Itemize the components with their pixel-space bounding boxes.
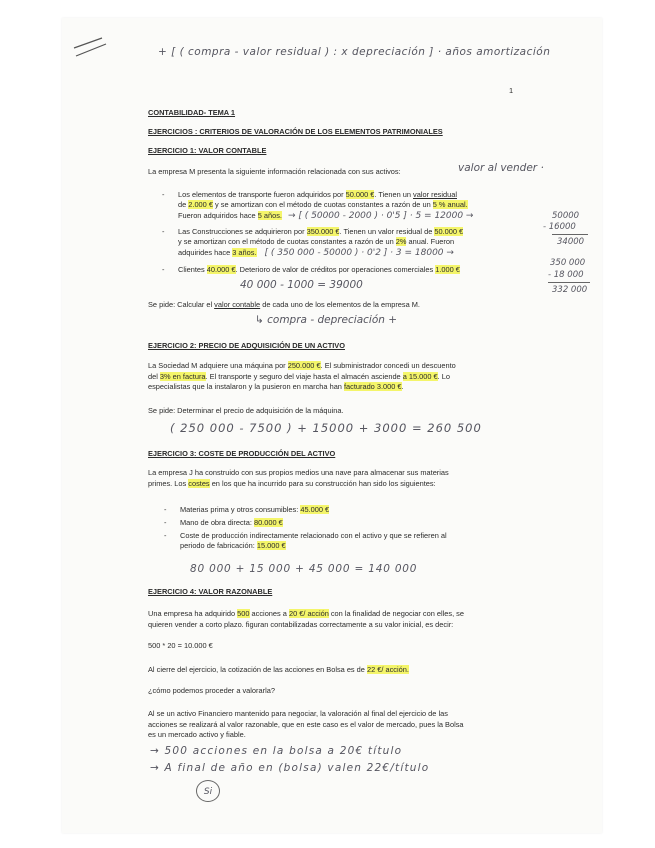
ej3-heading: EJERCICIO 3: COSTE DE PRODUCCIÓN DEL ACTIVO [148,449,336,458]
ej3-body: La empresa J ha construido con sus propios medios una nave para almacenar sus materias primes. Los costes en los que ha incurrido para su construcción han sido los siguientes: [148,468,449,488]
slash-marks [72,36,108,58]
handwritten-formula: + [ ( compra - valor residual ) : x depreciación ] · años amortización [158,46,551,58]
ej1-heading: EJERCICIO 1: VALOR CONTABLE [148,146,267,155]
ej1-bullet-transporte: - Los elementos de transporte fueron adquiridos por 50.000 €. Tienen un valor residual de 2.000 € y se amortizan con el método de cuotas constantes a razón de un 5 % anual. Fueron adquiridos hace 5 años. → [ ( 50000 - 2000 ) · 0'5 ] · 5 = 12000 → [162,190,474,221]
handwritten-calc-ej2: ( 250 000 - 7500 ) + 15000 + 3000 = 260 500 [170,421,482,435]
handwritten-calc-3: 34000 [557,237,585,247]
page-subtitle: EJERCICIOS : CRITERIOS DE VALORACIÓN DE LOS ELEMENTOS PATRIMONIALES [148,127,443,136]
handwritten-note-ej4-1: → 500 acciones en la bolsa a 20€ título [150,745,403,757]
ej2-heading: EJERCICIO 2: PRECIO DE ADQUISICIÓN DE UN ACTIVO [148,341,345,350]
ej2-ask: Se pide: Determinar el precio de adquisición de la máquina. [148,406,344,415]
handwritten-calc-2: - 16000 [543,222,576,232]
page-title: CONTABILIDAD- TEMA 1 [148,108,236,117]
ej4-calc: 500 * 20 = 10.000 € [148,641,213,650]
ej3-item-materias: - Materias prima y otros consumibles: 45.000 € [164,505,330,514]
handwritten-calc-6: 332 000 [552,285,588,295]
handwritten-calc-construcciones: [ ( 350 000 - 50000 ) · 0'2 ] · 3 = 18000 → [264,247,454,258]
handwritten-note-ej1: ↳ compra - depreciación + [255,314,398,326]
ej2-body: La Sociedad M adquiere una máquina por 250.000 €. El subministrador concedi un descuento del 3% en factura. El transporte y seguro del viaje hasta el almacén asciende a 15.000 €. Lo especialistas que la instalaron y la pusieron en marcha han facturado 3.000 €. [148,361,456,392]
handwritten-calc-4: 350 000 [550,258,586,268]
handwritten-calc-transporte: → [ ( 50000 - 2000 ) · 0'5 ] · 5 = 12000 → [287,210,474,221]
handwritten-calc-5: - 18 000 [548,270,584,280]
ej1-bullet-construcciones: - Las Construcciones se adquirieron por 350.000 €. Tienen un valor residual de 50.000 € y se amortizan con el método de cuotas constantes a razón de un 2% anual. Fueron adquirides hace 3 años. [ ( 350 000 - 50000 ) · 0'2 ] · 3 = 18000 → [162,227,464,258]
ej4-body: Una empresa ha adquirido 500 acciones a 20 €/ acción con la finalidad de negociar con elles, se quieren vender a corto plazo. figuran contabilizadas correctamente a su valor inicial, es decir: [148,609,464,629]
handwritten-calc-ej3: 80 000 + 15 000 + 45 000 = 140 000 [190,563,418,575]
ej4-heading: EJERCICIO 4: VALOR RAZONABLE [148,587,273,596]
handwritten-calc-1: 50000 [552,211,580,221]
handwritten-circled-si: Si [196,780,220,802]
handwritten-valor-al-vender: valor al vender · [458,162,544,174]
handwritten-rule-2 [548,282,590,283]
handwritten-rule-1 [552,234,588,235]
ej3-item-mano-obra: - Mano de obra directa: 80.000 € [164,518,283,527]
handwritten-calc-clientes: 40 000 - 1000 = 39000 [240,279,363,291]
ej4-cierre: Al cierre del ejercicio, la cotización de las acciones en Bolsa es de 22 €/ acción. [148,665,409,674]
ej1-ask: Se pide: Calcular el valor contable de cada uno de los elementos de la empresa M. [148,300,420,309]
ej1-intro: La empresa M presenta la siguiente información relacionada con sus activos: [148,167,401,176]
ej1-bullet-clientes: - Clientes 40.000 €. Deterioro de valor de créditos por operaciones comerciales 1.000 € [162,265,460,274]
handwritten-note-ej4-2: → A final de año en (bolsa) valen 22€/título [150,762,430,774]
ej4-answer: Al se un activo Financiero mantenido para negociar, la valoración al final del ejercicio de las acciones se realizará al valor razonable, que en este caso es el valor de mercado, pues la Bolsa es un mercado activo y fiable. [148,709,464,740]
ej3-item-coste-indirecto: - Coste de producción indirectamente relacionado con el activo y que se refieren al periodo de fabricación: 15.000 € [164,531,447,551]
ej4-question: ¿cómo podemos proceder a valorarla? [148,686,275,695]
page-number: 1 [509,86,514,95]
